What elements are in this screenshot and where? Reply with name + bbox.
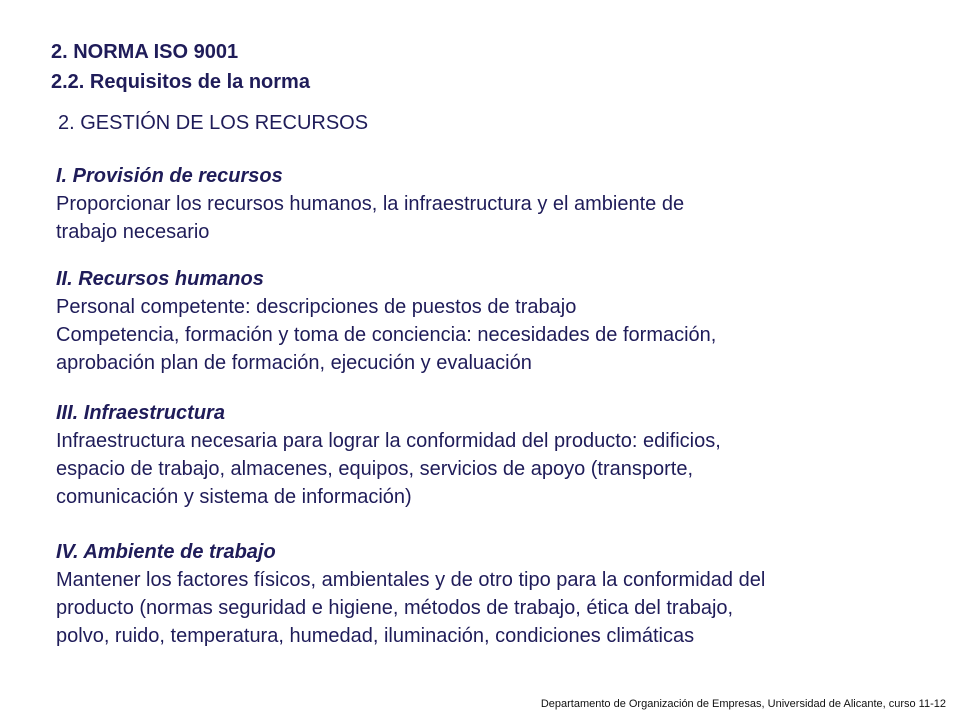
block-text-line: producto (normas seguridad e higiene, métodos de trabajo, ética del trabajo, [56, 597, 734, 619]
block-text-line: trabajo necesario [56, 221, 210, 243]
block-text-line: Mantener los factores físicos, ambientales y de otro tipo para la conformidad del [56, 569, 766, 591]
block-text-line: polvo, ruido, temperatura, humedad, iluminación, condiciones climáticas [56, 625, 695, 647]
section-title: 2. GESTIÓN DE LOS RECURSOS [58, 112, 369, 134]
block-text-line: Proporcionar los recursos humanos, la infraestructura y el ambiente de [56, 193, 685, 215]
slide-subtitle: 2.2. Requisitos de la norma [51, 71, 310, 93]
block-title: IV. Ambiente de trabajo [56, 541, 276, 563]
block-title: III. Infraestructura [56, 402, 225, 424]
section-block-recursos-humanos [56, 265, 716, 377]
footer-credit: Departamento de Organización de Empresas, Universidad de Alicante, curso 11-12 [540, 698, 946, 710]
block-text-line: Competencia, formación y toma de conciencia: necesidades de formación, [56, 324, 717, 346]
section-block-provision-recursos [56, 162, 684, 246]
block-text-line: espacio de trabajo, almacenes, equipos, servicios de apoyo (transporte, [56, 458, 694, 480]
block-title: II. Recursos humanos [56, 268, 264, 290]
block-title: I. Provisión de recursos [56, 165, 283, 187]
section-block-infraestructura [56, 399, 721, 511]
block-text-line: Infraestructura necesaria para lograr la conformidad del producto: edificios, [56, 430, 721, 452]
block-text-line: aprobación plan de formación, ejecución y evaluación [56, 352, 532, 374]
block-text-line: comunicación y sistema de información) [56, 486, 412, 508]
section-block-ambiente-trabajo [56, 538, 765, 650]
block-text-line: Personal competente: descripciones de puestos de trabajo [56, 296, 577, 318]
slide-title: 2. NORMA ISO 9001 [51, 41, 239, 63]
